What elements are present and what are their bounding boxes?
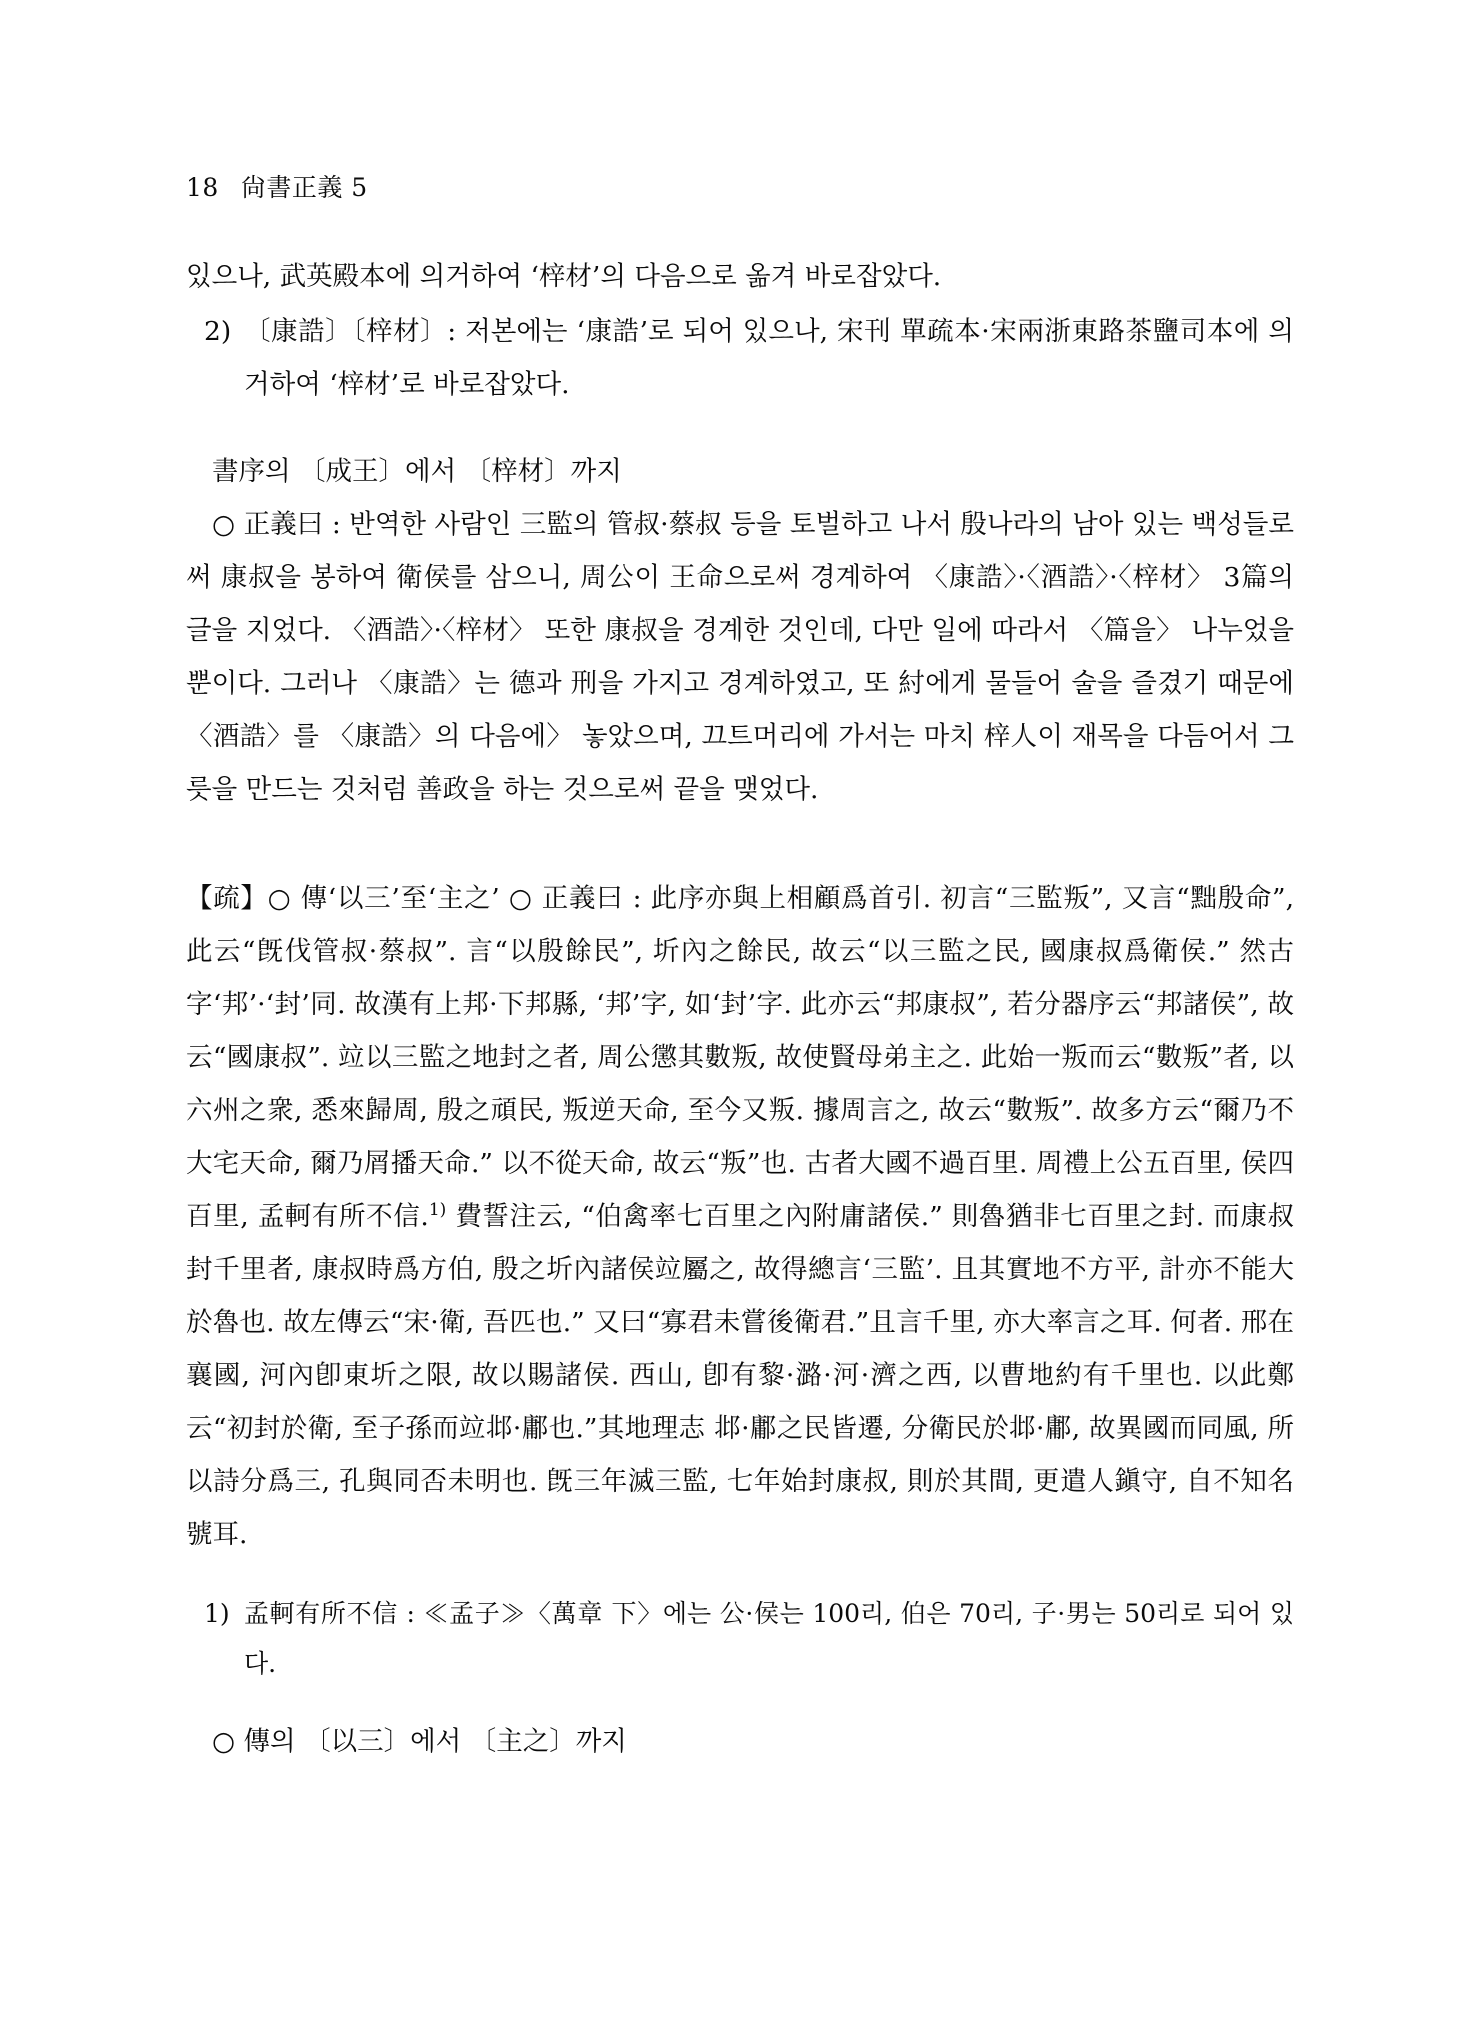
shu-text-part2: 費誓注云, “伯禽率七百里之內附庸諸侯.” 則魯猶非七百里之封. 而康叔封千里者, 康叔時爲方伯, 殷之圻內諸侯竝屬之, 故得總言‘三監’. 且其實地不方平, 計亦不能大於魯也. 故左傳云“宋·衛, 吾匹也.” 又曰“寡君未嘗後衛君.”且言千里, 亦大率言之耳. 何者. 邢在襄國, 河內卽東圻之限, 故以賜諸侯. 西山, 卽有黎·潞·河·濟之西, 以曹地約有千里也. 以此鄭云“初封於衛, 至子孫而竝邶·鄘也.”其地理志 邶·鄘之民皆遷, 分衛民於邶·鄘, 故異國而同風, 所以詩分爲三, 孔與同否未明也. 旣三年滅三監, 七年始封康叔, 則於其間, 更遣人鎭守, 自不知名號耳. <box>186 1201 1294 1550</box>
footnote-text: 孟軻有所不信 : ≪孟子≫〈萬章 下〉에는 公·侯는 100리, 伯은 70리, 子·男는 50리로 되어 있다. <box>244 1599 1294 1678</box>
shu-text-part1: 【疏】○ 傳‘以三’至‘主之’ ○ 正義曰 : 此序亦與上相顧爲首引. 初言“三監叛”, 又言“黜殷命”, 此云“旣伐管叔·蔡叔”. 言“以殷餘民”, 圻內之餘民, 故云“以三監之民, 國康叔爲衛侯.” 然古字‘邦’·‘封’同. 故漢有上邦·下邦縣, ‘邦’字, 如‘封’字. 此亦云“邦康叔”, 若分器序云“邦諸侯”, 故云“國康叔”. 竝以三監之地封之者, 周公懲其數叛, 故使賢母弟主之. 此始一叛而云“數叛”者, 以六州之衆, 悉來歸周, 殷之頑民, 叛逆天命, 至今又叛. 據周言之, 故云“數叛”. 故多方云“爾乃不大宅天命, 爾乃屑播天命.” 以不從天命, 故云“叛”也. 古者大國不過百里. 周禮上公五百里, 侯四百里, 孟軻有所不信. <box>186 883 1294 1232</box>
section-heading: 書序의 〔成王〕에서 〔梓材〕까지 <box>212 456 622 487</box>
page-header <box>186 168 368 204</box>
note-continuation: 있으나, 武英殿本에 의거하여 ‘梓材’의 다음으로 옮겨 바로잡았다. <box>186 261 942 292</box>
shu-commentary-paragraph <box>186 872 1294 1561</box>
footnote-marker: 1) <box>204 1599 230 1628</box>
note-item-2 <box>186 305 1294 411</box>
page-content <box>186 250 1294 1768</box>
page-number: 18 <box>186 173 219 202</box>
book-title: 尙書正義 5 <box>240 173 368 202</box>
trailing-heading: ○ 傳의 〔以三〕에서 〔主之〕까지 <box>212 1726 627 1757</box>
footnote-reference: 1) <box>428 1200 447 1221</box>
note-marker: 2) <box>204 316 232 347</box>
korean-commentary-paragraph: ○ 正義曰 : 반역한 사람인 三監의 管叔·蔡叔 등을 토벌하고 나서 殷나라의 남아 있는 백성들로써 康叔을 봉하여 衛侯를 삼으니, 周公이 王命으로써 경계하여 〈康誥〉·〈酒誥〉·〈梓材〉 3篇의 글을 지었다. 〈酒誥〉·〈梓材〉 또한 康叔을 경계한 것인데, 다만 일에 따라서 〈篇을〉 나누었을 뿐이다. 그러나 〈康誥〉는 德과 刑을 가지고 경계하였고, 또 紂에게 물들어 술을 즐겼기 때문에 〈酒誥〉를 〈康誥〉의 다음에〉 놓았으며, 끄트머리에 가서는 마치 梓人이 재목을 다듬어서 그릇을 만드는 것처럼 善政을 하는 것으로써 끝을 맺었다. <box>186 509 1294 805</box>
note-text: 〔康誥〕〔梓材〕: 저본에는 ‘康誥’로 되어 있으나, 宋刊 單疏本·宋兩浙東路茶鹽司本에 의거하여 ‘梓材’로 바로잡았다. <box>244 316 1294 400</box>
footnote-1 <box>186 1589 1294 1689</box>
